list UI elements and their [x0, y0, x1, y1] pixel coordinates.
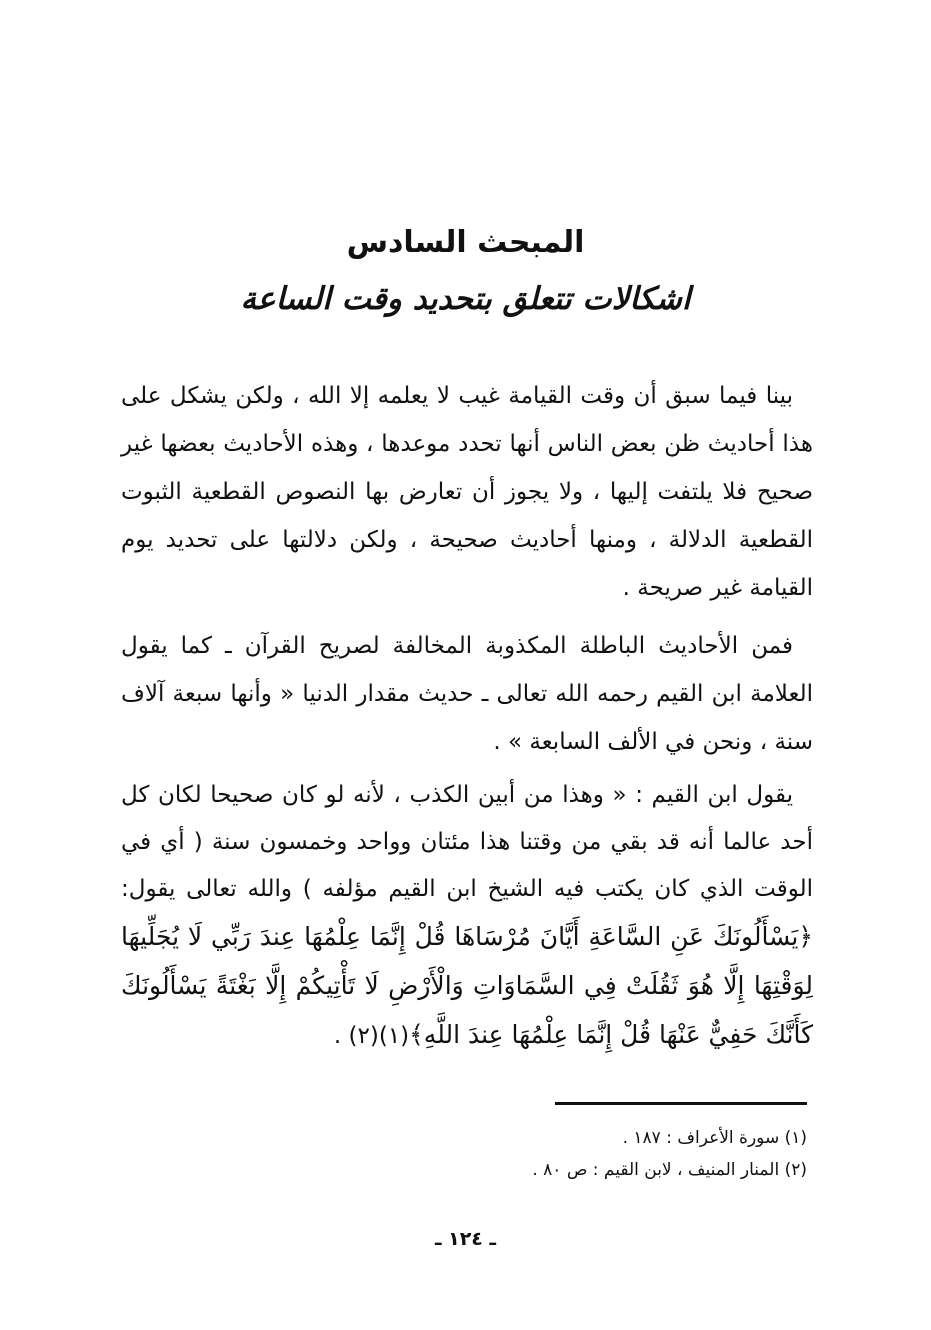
page-number: ـ ١٢٤ ـ	[434, 1228, 496, 1250]
footnote-2: (٢) المنار المنيف ، لابن القيم : ص ٨٠ .	[532, 1160, 807, 1180]
paragraph-3	[121, 772, 813, 1060]
paragraph-2	[121, 622, 813, 766]
paragraph-2-text: فمن الأحاديث الباطلة المكذوبة المخالفة لصريح القرآن ـ كما يقول العلامة ابن القيم رحمه الله تعالى ـ حديث مقدار الدنيا « وأنها سبعة آلاف سنة ، ونحن في الألف السابعة » .	[121, 633, 813, 755]
paragraph-1-text: بينا فيما سبق أن وقت القيامة غيب لا يعلمه إلا الله ، ولكن يشكل على هذا أحاديث ظن بعض الناس أنها تحدد موعدها ، وهذه الأحاديث بعضها غير صحيح فلا يلتفت إليها ، ولا يجوز أن تعارض بها النصوص القطعية الثبوت القطعية الدلالة ، ومنها أحاديث صحيحة ، ولكن دلالتها على تحديد يوم القيامة غير صريحة .	[121, 383, 813, 601]
paragraph-3-text: يقول ابن القيم : « وهذا من أبين الكذب ، لأنه لو كان صحيحا لكان كل أحد عالما أنه قد بقي من وقتنا هذا مئتان وواحد وخمسون سنة ( أي في الوقت الذي كان يكتب فيه الشيخ ابن القيم مؤلفه ) والله تعالى يقول:	[121, 782, 813, 902]
footnote-1: (١) سورة الأعراف : ١٨٧ .	[622, 1128, 807, 1148]
footnote-divider	[555, 1102, 807, 1105]
chapter-subtitle: اشكالات تتعلق بتحديد وقت الساعة	[240, 281, 691, 317]
chapter-title: المبحث السادس	[346, 225, 585, 260]
footnotes	[207, 1122, 807, 1186]
footnote-markers: (١)(٢) .	[333, 1023, 410, 1049]
quran-verse: ﴿يَسْأَلُونَكَ عَنِ السَّاعَةِ أَيَّانَ مُرْسَاهَا قُلْ إِنَّمَا عِلْمُهَا عِندَ رَبِّي لَا يُجَلِّيهَا لِوَقْتِهَا إِلَّا هُوَ ثَقُلَتْ فِي السَّمَاوَاتِ وَالْأَرْضِ لَا تَأْتِيكُمْ إِلَّا بَغْتَةً يَسْأَلُونَكَ كَأَنَّكَ حَفِيٌّ عَنْهَا قُلْ إِنَّمَا عِلْمُهَا عِندَ اللَّهِ﴾	[121, 922, 813, 1049]
paragraph-1	[121, 372, 813, 612]
